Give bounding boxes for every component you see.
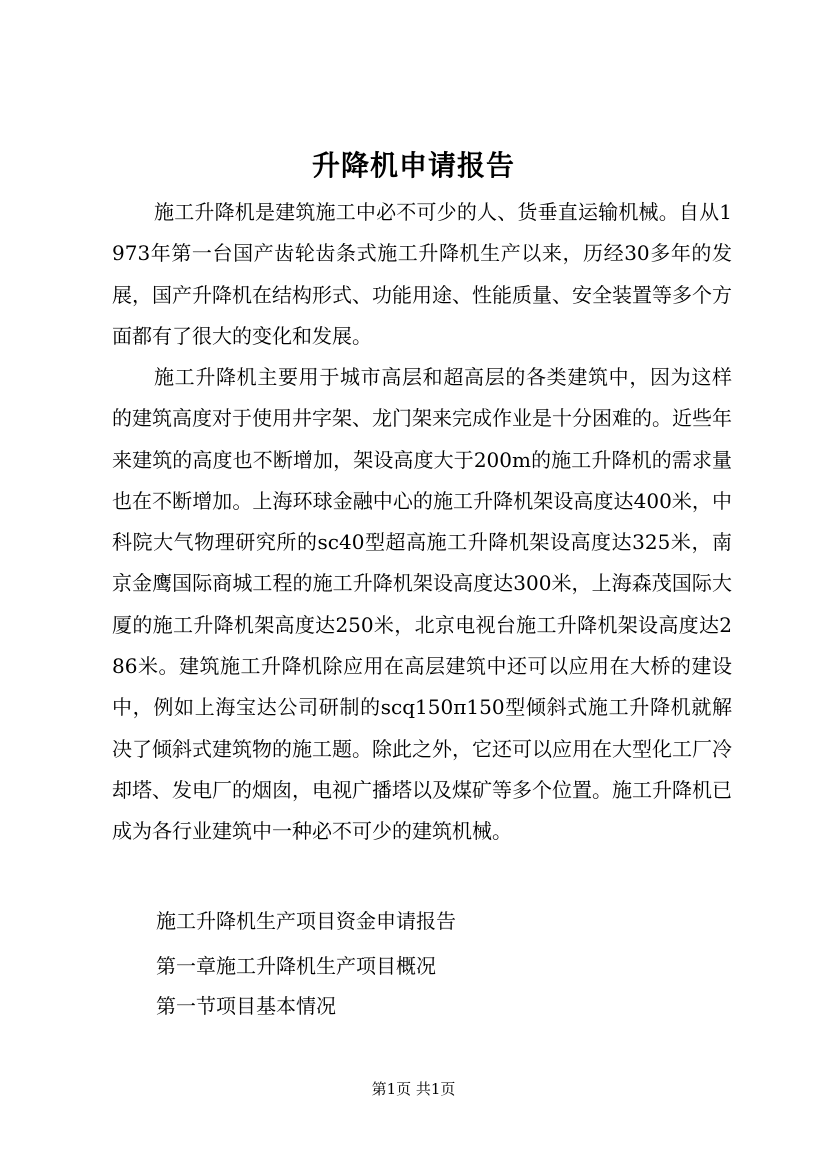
paragraph-intro: 施工升降机是建筑施工中必不可少的人、货垂直运输机械。自从1973年第一台国产齿轮齿条式施工升降机生产以来，历经30多年的发展，国产升降机在结构形式、功能用途、性能质量、安全装置等多个方面都有了很大的变化和发展。: [112, 200, 732, 348]
section-heading-basic-info: 第一节项目基本情况: [156, 994, 336, 1018]
section-heading-report: 施工升降机生产项目资金申请报告: [156, 909, 456, 933]
page-footer: 第1页 共1页: [371, 1080, 456, 1098]
paragraph-applications: 施工升降机主要用于城市高层和超高层的各类建筑中，因为这样的建筑高度对于使用井字架、龙门架来完成作业是十分困难的。近些年来建筑的高度也不断增加，架设高度大于200m的施工升降机的需求量也在不断增加。上海环球金融中心的施工升降机架设高度达400米，中科院大气物理研究所的sc40型超高施工升降机架设高度达325米，南京金鹰国际商城工程的施工升降机架设高度达300米，上海森茂国际大厦的施工升降机架高度达250米，北京电视台施工升降机架设高度达286米。建筑施工升降机除应用在高层建筑中还可以应用在大桥的建设中，例如上海宝达公司研制的scq150π150型倾斜式施工升降机就解决了倾斜式建筑物的施工题。除此之外，它还可以应用在大型化工厂冷却塔、发电厂的烟囱，电视广播塔以及煤矿等多个位置。施工升降机已成为各行业建筑中一种必不可少的建筑机械。: [112, 365, 732, 844]
chapter-heading: 第一章施工升降机生产项目概况: [156, 954, 436, 978]
document-title: 升降机申请报告: [311, 149, 515, 182]
